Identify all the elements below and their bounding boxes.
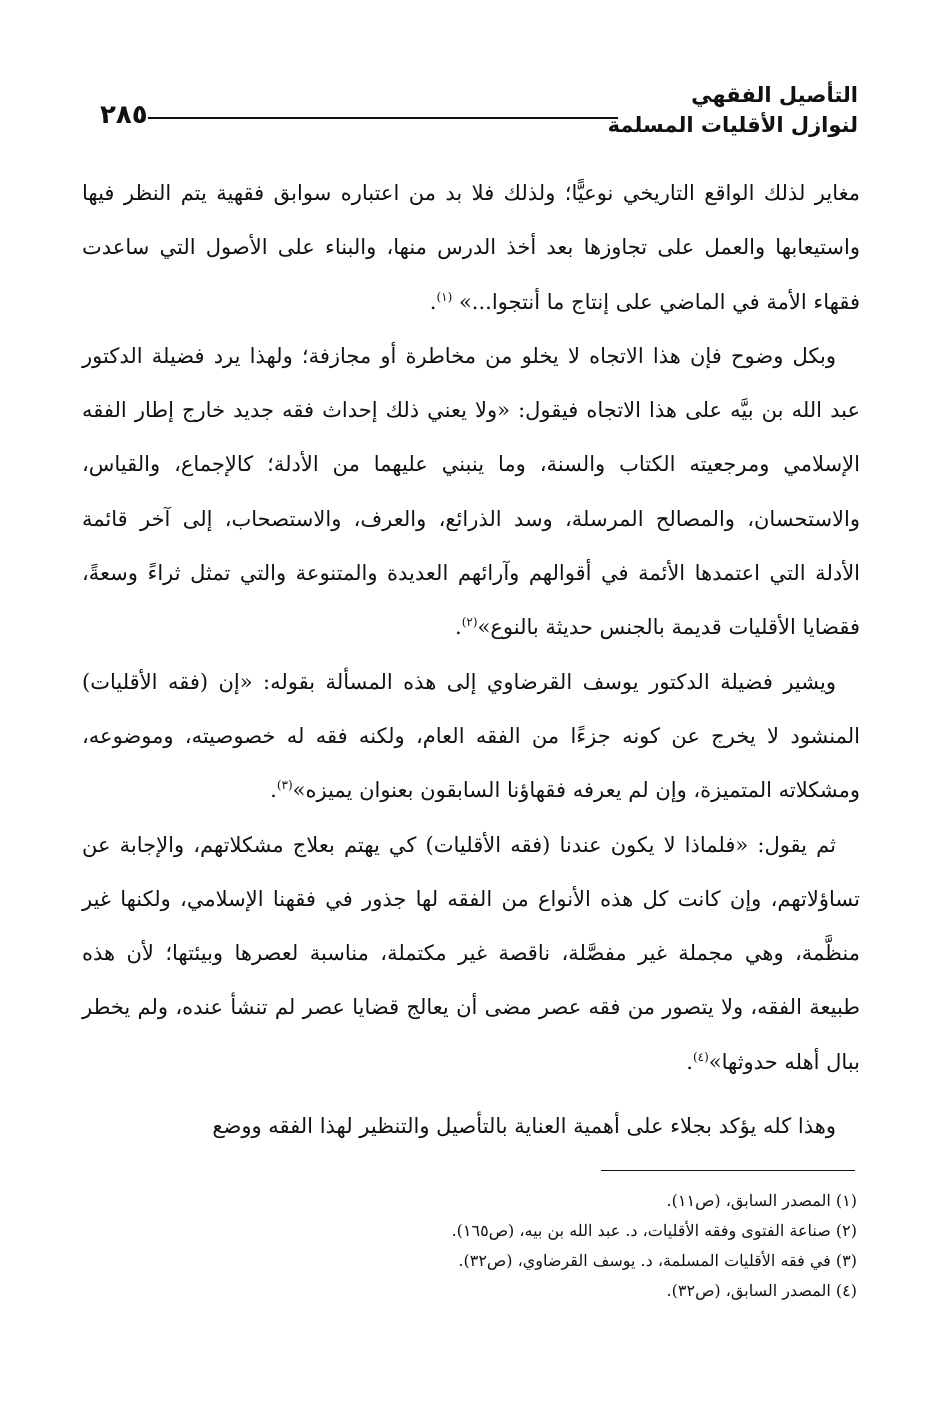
- footnote-2: (٢) صناعة الفتوى وفقه الأقليات، د. عبد الله بن بيه، (ص١٦٥).: [451, 1221, 857, 1240]
- footnote-1: (١) المصدر السابق، (ص١١).: [666, 1191, 857, 1210]
- footnote-ref-1: (١): [436, 289, 453, 304]
- running-title: [608, 80, 858, 140]
- paragraph-4: ثم يقول: «فلماذا لا يكون عندنا (فقه الأقليات) كي يهتم بعلاج مشكلاتهم، والإجابة عن تساؤلاتهم، وإن كانت كل هذه الأنواع من الفقه لها جذور في فقهنا الإسلامي، ولكنها غير منظَّمة، وهي مجملة غير مفصَّلة، ناقصة غير مكتملة، مناسبة لعصرها وبيئتها؛ لأن هذه طبيعة الفقه، ولا يتصور من فقه عصر مضى أن يعالج قضايا عصر لم تنشأ عنده، ولم يخطر ببال أهله حدوثها»$^{(٤)}$.: [82, 832, 860, 1074]
- footnote-4: (٤) المصدر السابق، (ص٣٢).: [666, 1281, 857, 1300]
- footnotes: [157, 1186, 857, 1306]
- paragraph-2-text: وبكل وضوح فإن هذا الاتجاه لا يخلو من مخاطرة أو مجازفة؛ ولهذا يرد فضيلة الدكتور عبد الله بن بيَّه على هذا الاتجاه فيقول: «ولا يعني ذلك إحداث فقه جديد خارج إطار الفقه الإسلامي ومرجعيته الكتاب والسنة، وما ينبني عليهما من الأدلة؛ كالإجماع، والقياس، والاستحسان، والمصالح المرسلة، وسد الذرائع، والعرف، والاستصحاب، إلى آخر قائمة الأدلة التي اعتمدها الأئمة في أقوالهم وآرائهم العديدة والمتنوعة والتي تمثل ثراءً وسعةً، فقضايا الأقليات قديمة بالجنس حديثة بالنوع»: [82, 343, 860, 640]
- running-title-line-2: لنوازل الأقليات المسلمة: [607, 113, 858, 137]
- page-header: [78, 80, 858, 146]
- paragraph-5: [82, 1099, 860, 1153]
- paragraph-1-text: مغاير لذلك الواقع التاريخي نوعيًّا؛ ولذلك فلا بد من اعتباره سوابق فقهية يتم النظر فيها واستيعابها والعمل على تجاوزها بعد أخذ الدرس منها، والبناء على الأصول التي ساعدت فقهاء الأمة في الماضي على إنتاج ما أنتجوا...»: [82, 181, 860, 314]
- paragraph-5-text: وهذا كله يؤكد بجلاء على أهمية العناية بالتأصيل والتنظير لهذا الفقه ووضع: [212, 1114, 836, 1139]
- footnote-ref-3: (٣): [276, 778, 293, 793]
- paragraph-1: مغاير لذلك الواقع التاريخي نوعيًّا؛ ولذلك فلا بد من اعتباره سوابق فقهية يتم النظر فيها واستيعابها والعمل على تجاوزها بعد أخذ الدرس منها، والبناء على الأصول التي ساعدت فقهاء الأمة في الماضي على إنتاج ما أنتجوا...» $^{(١)}$.: [82, 181, 860, 314]
- paragraph-3: ويشير فضيلة الدكتور يوسف القرضاوي إلى هذه المسألة بقوله: «إن (فقه الأقليات) المنشود لا يخرج عن كونه جزءًا من الفقه العام، ولكنه فقه له خصوصيته، وموضوعه، ومشكلاته المتميزة، وإن لم يعرفه فقهاؤنا السابقون بعنوان يميزه»$^{(٣)}$.: [82, 669, 860, 803]
- paragraph-4-text: ثم يقول: «فلماذا لا يكون عندنا (فقه الأقليات) كي يهتم بعلاج مشكلاتهم، والإجابة عن تساؤلاتهم، وإن كانت كل هذه الأنواع من الفقه لها جذور في فقهنا الإسلامي، ولكنها غير منظَّمة، وهي مجملة غير مفصَّلة، ناقصة غير مكتملة، مناسبة لعصرها وبيئتها؛ لأن هذه طبيعة الفقه، ولا يتصور من فقه عصر مضى أن يعالج قضايا عصر لم تنشأ عنده، ولم يخطر ببال أهله حدوثها»: [82, 832, 860, 1074]
- footnote-ref-4: (٤): [692, 1049, 709, 1064]
- footnote-3: (٣) في فقه الأقليات المسلمة، د. يوسف القرضاوي، (ص٣٢).: [458, 1251, 857, 1270]
- paragraph-3-text: ويشير فضيلة الدكتور يوسف القرضاوي إلى هذه المسألة بقوله: «إن (فقه الأقليات) المنشود لا يخرج عن كونه جزءًا من الفقه العام، ولكنه فقه له خصوصيته، وموضوعه، ومشكلاته المتميزة، وإن لم يعرفه فقهاؤنا السابقون بعنوان يميزه»: [82, 669, 860, 803]
- page-number: ٢٨٥: [100, 100, 148, 130]
- paragraph-2: وبكل وضوح فإن هذا الاتجاه لا يخلو من مخاطرة أو مجازفة؛ ولهذا يرد فضيلة الدكتور عبد الله بن بيَّه على هذا الاتجاه فيقول: «ولا يعني ذلك إحداث فقه جديد خارج إطار الفقه الإسلامي ومرجعيته الكتاب والسنة، وما ينبني عليهما من الأدلة؛ كالإجماع، والقياس، والاستحسان، والمصالح المرسلة، وسد الذرائع، والعرف، والاستصحاب، إلى آخر قائمة الأدلة التي اعتمدها الأئمة في أقوالهم وآرائهم العديدة والمتنوعة والتي تمثل ثراءً وسعةً، فقضايا الأقليات قديمة بالجنس حديثة بالنوع»$^{(٢)}$.: [82, 343, 860, 640]
- header-rule: [148, 117, 618, 119]
- main-text: [82, 166, 860, 1153]
- running-title-line-1: التأصيل الفقهي: [691, 83, 858, 107]
- footnote-separator: [601, 1170, 855, 1171]
- footnote-ref-2: (٢): [461, 615, 478, 630]
